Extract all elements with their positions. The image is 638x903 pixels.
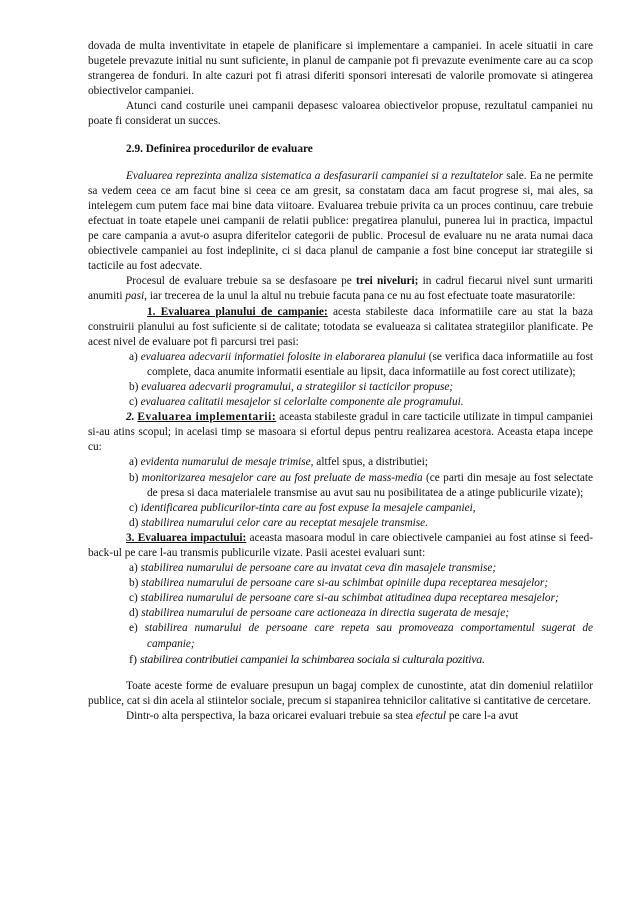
level-1-item-a [129, 350, 593, 380]
paragraph-intro: dovada de multa inventivitate in etapele de planificare si implementare a campaniei. In acele situatii in care bugetele prevazute initial nu sunt suficiente, in planul de campanie pot fi prevazute evenimente care au ca scop strangerea de fonduri. In alte cazuri pot fi atrasi diferiti sponsori interesati de valorile promovate si atingerea obiectivelor campaniei. [88, 40, 593, 98]
levels-italic: pasi, [125, 290, 147, 303]
item-letter: d) [129, 607, 139, 620]
levels-bold: trei niveluri; [356, 275, 419, 288]
item-letter: a) [129, 562, 138, 575]
item-text: stabilirea contributiei campaniei la schimbarea sociala si culturala pozitiva. [140, 651, 485, 666]
item-text: identificarea publicurilor-tinta care au fost expuse la mesajele campaniei, [140, 501, 476, 514]
level-3-text: aceasta masoara modul in care obiectivele campaniei au fost atinse si feed-back-ul pe care l-au transmis publicurile vizate. Pasii acestei evaluari sunt: [88, 531, 594, 559]
last-text-2: pe care l-a avut [446, 709, 519, 722]
level-2-text: aceasta stabileste gradul in care tacticile utilizate in timpul campaniei si-au atins scopul; in acelasi timp se masoara si efortul depus pentru realizarea acestora. Aceasta etapa incepe cu: [88, 411, 593, 454]
level-2-item-b [129, 471, 593, 501]
item-letter: c) [129, 592, 138, 605]
item-text: evaluarea calitatii mesajelor si celorlalte componente ale programului. [140, 396, 464, 409]
item-text: altfel spus, a distributiei; [313, 456, 429, 469]
evaluation-definition: Evaluarea reprezinta analiza sistematica a desfasurarii campaniei si a rezultatelor [126, 169, 504, 182]
level-3-item-a [129, 561, 593, 576]
level-3-paragraph [88, 531, 593, 561]
item-italic: evaluarea adecvarii informatiei folosite in elaborarea planului [140, 350, 426, 363]
level-1-item-b [129, 380, 593, 395]
item-letter: f) [129, 651, 137, 666]
item-italic: evidenta numarului de mesaje trimise, [140, 456, 314, 469]
level-1-title: 1. Evaluarea planului de campanie: [147, 305, 328, 318]
item-text: stabilirea numarului de persoane care actioneaza in directia sugerata de mesaje; [141, 607, 509, 620]
last-text-1: Dintr-o alta perspectiva, la baza oricarei evaluari trebuie sa stea [126, 709, 416, 722]
paragraph-last [88, 709, 593, 724]
item-text: (ce parti din mesaje au fost selectate de presa si daca materialele transmise au avut sau nu posibilitatea de a atinge publicurile vizate); [147, 471, 593, 499]
section-heading: 2.9. Definirea procedurilor de evaluare [126, 142, 313, 155]
item-letter: a) [129, 456, 138, 469]
levels-text-1: Procesul de evaluare trebuie sa se desfasoare pe [126, 275, 357, 288]
level-1-text: acesta stabileste daca informatiile care au stat la baza construirii planului au fost suficiente si de calitate; totodata se evalueaza si calitatea strategiilor planificate. Pe acest nivel de evaluare pot fi parcursi trei pasi: [88, 305, 593, 348]
level-2-item-c [129, 501, 593, 516]
item-text: stabilirea numarului de persoane care repeta sau promoveaza comportamentul sugerat de campanie; [144, 622, 593, 650]
item-text: stabilirea numarului de persoane care au invatat ceva din masajele transmise; [140, 562, 497, 575]
levels-text-3: iar trecerea de la unul la altul nu trebuie facuta pana ce nu au fost efectuate toate masuratorile: [147, 290, 576, 303]
level-3-item-f [129, 652, 593, 667]
level-1-item-c [129, 395, 593, 410]
item-letter: b) [129, 471, 139, 484]
level-1-paragraph [88, 305, 593, 350]
level-2-title: Evaluarea implementarii: [137, 411, 277, 424]
level-3-item-e [129, 621, 593, 651]
item-letter: c) [129, 501, 138, 514]
item-letter: d) [129, 516, 139, 529]
level-2-number: 2. [126, 411, 135, 424]
item-text: stabilirea numarului celor care au receptat mesajele transmise. [141, 516, 429, 529]
item-letter: a) [129, 350, 138, 363]
item-text: evaluarea adecvarii programului, a strategiilor si tacticilor propuse; [141, 380, 454, 393]
level-3-item-d [129, 606, 593, 621]
level-3-item-c [129, 591, 593, 606]
paragraph-costs: Atunci cand costurile unei campanii depasesc valoarea obiectivelor propuse, rezultatul campaniei nu poate fi considerat un succes. [88, 100, 593, 128]
item-letter: b) [129, 380, 139, 393]
evaluation-text: sale. Ea ne permite sa vedem ceea ce am facut bine si ceea ce am gresit, sa constatam daca am facut progrese si, mai ales, sa intelegem cum putem face mai bine data viitoare. Evaluarea trebuie privita ca un proces continuu, care trebuie efectuat in toate etapele unei campanii de relatii publice: pregatirea planului, punerea lui in practica, impactul pe care campania a avut-o asupra diferitelor categorii de public. Procesul de evaluare nu ne arata numai daca obiectivele campaniei au fost indeplinite, ci si daca planul de campanie a fost bine conceput iar strategiile si tacticile au fost adecvate. [88, 169, 593, 273]
paragraph-forms: Toate aceste forme de evaluare presupun un bagaj complex de cunostinte, atat din domeniul relatiilor publice, cat si din acela al stiintelor sociale, precum si stapanirea tehnicilor calitative si cantitative de cercetare. [88, 679, 593, 707]
item-text: (se verifica daca informatiile au fost complete, daca anumite informatii esentiale au lipsit, daca informatiile au fost corect utilizate); [147, 350, 593, 378]
levels-text-2: in cadrul fiecarui nivel sunt urmariti anumiti [88, 275, 593, 303]
item-letter: c) [129, 396, 138, 409]
item-letter: b) [129, 577, 139, 590]
level-3-title: 3. Evaluarea impactului: [126, 531, 247, 544]
paragraph-evaluation [88, 169, 593, 275]
item-letter: e) [129, 622, 138, 635]
document-page [88, 39, 593, 724]
item-italic: monitorizarea mesajelor care au fost preluate de mass-media [141, 471, 423, 484]
paragraph-levels [88, 274, 593, 304]
item-text: stabilirea numarului de persoane care si-au schimbat atitudinea dupa receptarea mesajelor; [140, 592, 559, 605]
level-2-paragraph [88, 410, 593, 455]
level-2-item-a [129, 455, 593, 470]
item-text: stabilirea numarului de persoane care si-au schimbat opiniile dupa receptarea mesajelor; [141, 577, 549, 590]
level-3-item-b [129, 576, 593, 591]
last-italic: efectul [415, 709, 447, 722]
level-2-item-d [129, 516, 593, 531]
